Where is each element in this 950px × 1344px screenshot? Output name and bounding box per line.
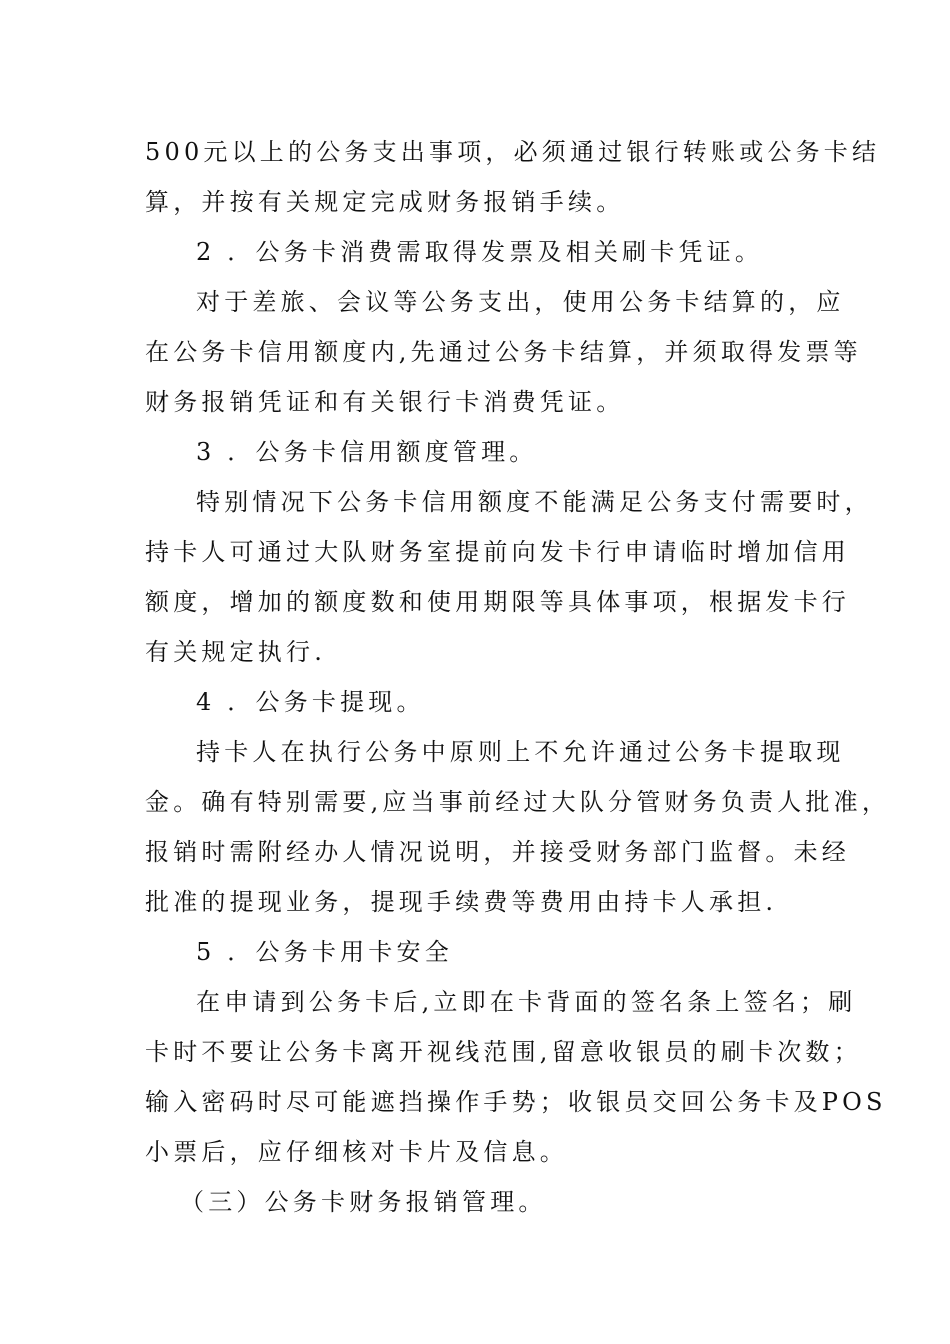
text-line: 报销时需附经办人情况说明，并接受财务部门监督。未经 xyxy=(145,838,850,866)
text-line: 持卡人在执行公务中原则上不允许通过公务卡提取现 xyxy=(196,738,845,766)
text-line: 在申请到公务卡后,立即在卡背面的签名条上签名；刷 xyxy=(196,988,857,1016)
text-line: 有关规定执行. xyxy=(145,638,327,666)
text-line: 小票后，应仔细核对卡片及信息。 xyxy=(145,1138,568,1166)
text-line: 卡时不要让公务卡离开视线范围,留意收银员的刷卡次数； xyxy=(145,1038,862,1066)
section-heading: 3 ．公务卡信用额度管理。 xyxy=(196,438,538,466)
text-line: 特别情况下公务卡信用额度不能满足公务支付需要时， xyxy=(196,488,873,516)
text-line: 500元以上的公务支出事项，必须通过银行转账或公务卡结 xyxy=(145,138,881,166)
text-line: 财务报销凭证和有关银行卡消费凭证。 xyxy=(145,388,625,416)
section-heading: （三）公务卡财务报销管理。 xyxy=(180,1188,547,1216)
text-line: 额度，增加的额度数和使用期限等具体事项，根据发卡行 xyxy=(145,588,850,616)
text-line: 算，并按有关规定完成财务报销手续。 xyxy=(145,188,625,216)
text-line: 金。确有特别需要,应当事前经过大队分管财务负责人批准， xyxy=(145,788,891,816)
text-line: 输入密码时尽可能遮挡操作手势；收银员交回公务卡及POS xyxy=(145,1088,887,1116)
section-heading: 4 ．公务卡提现。 xyxy=(196,688,425,716)
text-line: 持卡人可通过大队财务室提前向发卡行申请临时增加信用 xyxy=(145,538,850,566)
text-line: 对于差旅、会议等公务支出，使用公务卡结算的，应 xyxy=(196,288,845,316)
section-heading: 2 ．公务卡消费需取得发票及相关刷卡凭证。 xyxy=(196,238,764,266)
section-heading: 5 ．公务卡用卡安全 xyxy=(196,938,453,966)
text-line: 在公务卡信用额度内,先通过公务卡结算，并须取得发票等 xyxy=(145,338,862,366)
text-line: 批准的提现业务，提现手续费等费用由持卡人承担. xyxy=(145,888,778,916)
